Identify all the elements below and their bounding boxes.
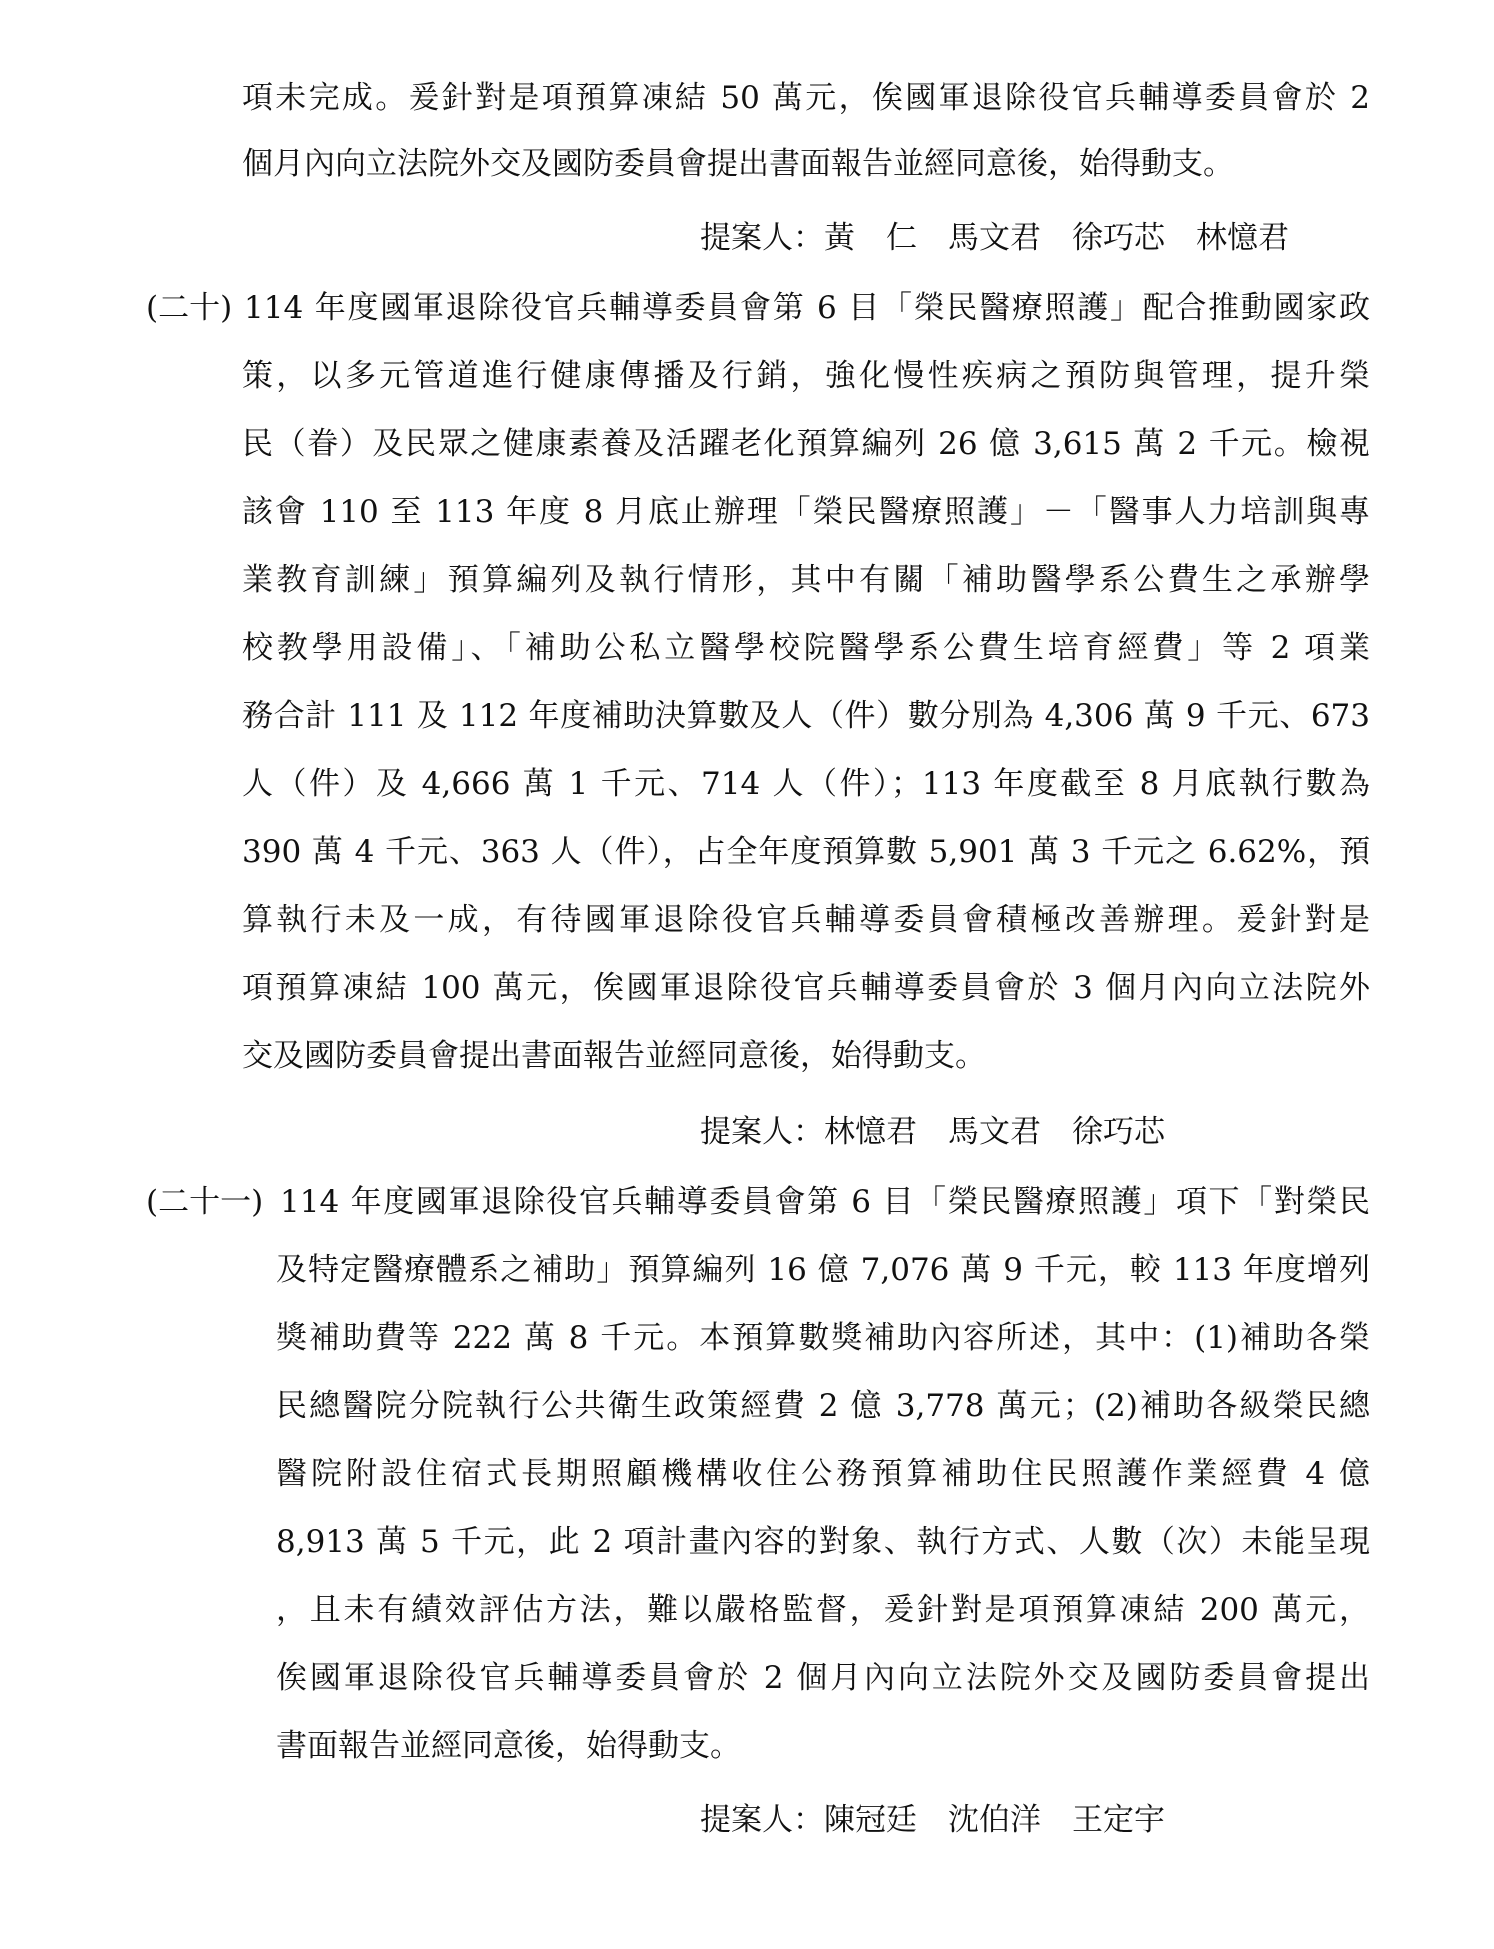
paragraph-line: 114 年度國軍退除役官兵輔導委員會第 6 目「榮民醫療照護」配合推動國家政 (244, 290, 1370, 326)
paragraph-line: 個月內向立法院外交及國防委員會提出書面報告並經同意後，始得動支。 (242, 146, 1234, 182)
paragraph-line: 民總醫院分院執行公共衛生政策經費 2 億 3,778 萬元；(2)補助各級榮民總 (276, 1388, 1370, 1424)
item-number-label: (二十一) (146, 1184, 264, 1220)
paragraph-line: 人（件）及 4,666 萬 1 千元、714 人（件）；113 年度截至 8 月底執行數為 (242, 766, 1370, 802)
proposer-signature: 提案人：黃 仁 馬文君 徐巧芯 林憶君 (700, 220, 1289, 256)
paragraph-line: 書面報告並經同意後，始得動支。 (276, 1728, 741, 1764)
paragraph-line: 策，以多元管道進行健康傳播及行銷，強化慢性疾病之預防與管理，提升榮 (242, 358, 1370, 394)
paragraph-line: 業教育訓練」預算編列及執行情形，其中有關「補助醫學系公費生之承辦學 (242, 562, 1370, 598)
paragraph-line: 8,913 萬 5 千元，此 2 項計畫內容的對象、執行方式、人數（次）未能呈現 (276, 1524, 1370, 1560)
paragraph-line: 務合計 111 及 112 年度補助決算數及人（件）數分別為 4,306 萬 9 千元、673 (242, 698, 1370, 734)
paragraph-line: 交及國防委員會提出書面報告並經同意後，始得動支。 (242, 1038, 986, 1074)
paragraph-line: 校教學用設備」、「補助公私立醫學校院醫學系公費生培育經費」等 2 項業 (242, 630, 1370, 666)
paragraph-line: 獎補助費等 222 萬 8 千元。本預算數獎補助內容所述，其中：(1)補助各榮 (276, 1320, 1370, 1356)
paragraph-line: ，且未有績效評估方法，難以嚴格監督，爰針對是項預算凍結 200 萬元， (276, 1592, 1370, 1628)
item-number-label: (二十) (146, 290, 233, 326)
proposer-signature: 提案人：林憶君 馬文君 徐巧芯 (700, 1114, 1165, 1150)
paragraph-line: 算執行未及一成，有待國軍退除役官兵輔導委員會積極改善辦理。爰針對是 (242, 902, 1370, 938)
paragraph-line: 民（眷）及民眾之健康素養及活躍老化預算編列 26 億 3,615 萬 2 千元。檢視 (242, 426, 1370, 462)
paragraph-line: 該會 110 至 113 年度 8 月底止辦理「榮民醫療照護」－「醫事人力培訓與專 (242, 494, 1370, 530)
proposer-signature: 提案人：陳冠廷 沈伯洋 王定宇 (700, 1802, 1165, 1838)
paragraph-line: 390 萬 4 千元、363 人（件），占全年度預算數 5,901 萬 3 千元之 6.62%，預 (242, 834, 1370, 870)
paragraph-line: 項未完成。爰針對是項預算凍結 50 萬元，俟國軍退除役官兵輔導委員會於 2 (242, 80, 1370, 116)
paragraph-line: 醫院附設住宿式長期照顧機構收住公務預算補助住民照護作業經費 4 億 (276, 1456, 1370, 1492)
paragraph-line: 項預算凍結 100 萬元，俟國軍退除役官兵輔導委員會於 3 個月內向立法院外 (242, 970, 1370, 1006)
paragraph-line: 114 年度國軍退除役官兵輔導委員會第 6 目「榮民醫療照護」項下「對榮民 (280, 1184, 1370, 1220)
paragraph-line: 俟國軍退除役官兵輔導委員會於 2 個月內向立法院外交及國防委員會提出 (276, 1660, 1370, 1696)
paragraph-line: 及特定醫療體系之補助」預算編列 16 億 7,076 萬 9 千元，較 113 年度增列 (276, 1252, 1370, 1288)
